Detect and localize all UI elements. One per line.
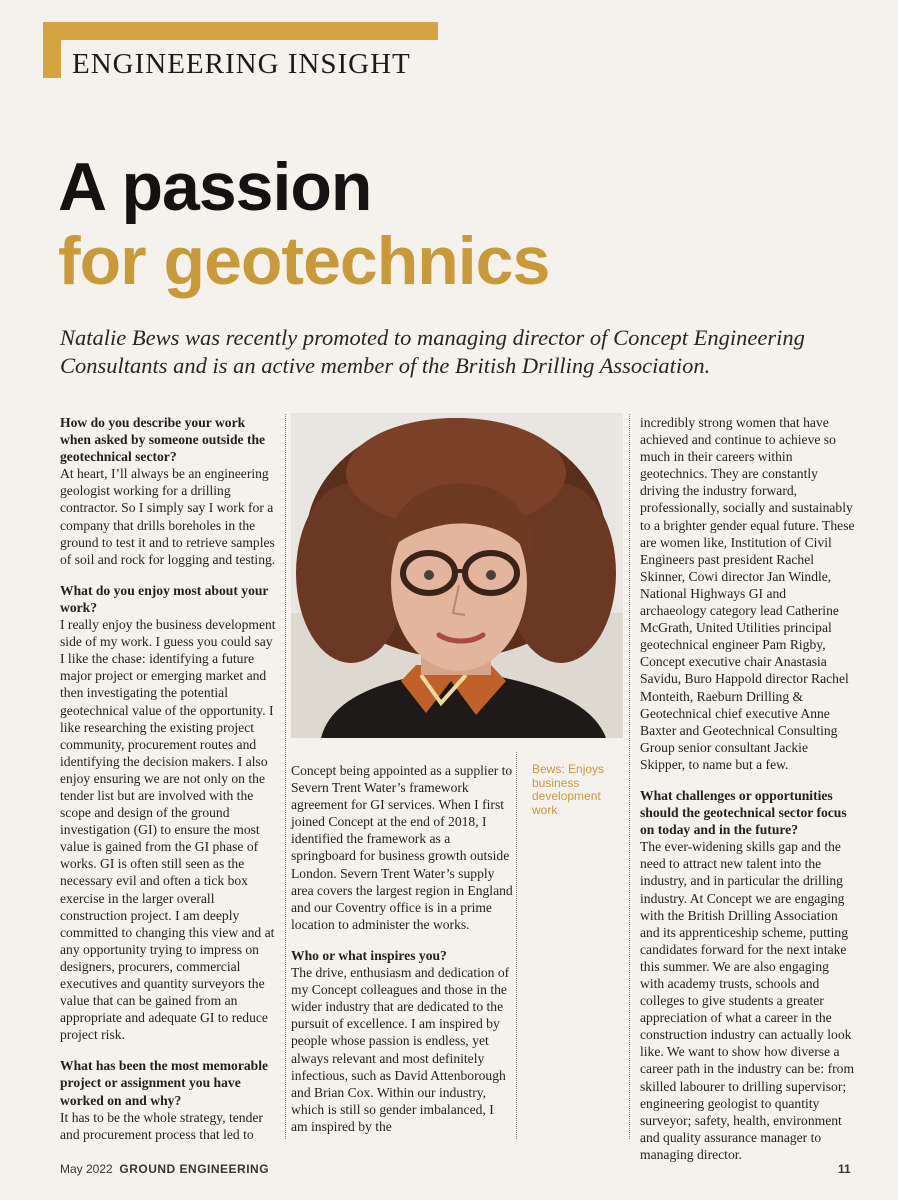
section-accent-bar (43, 22, 438, 40)
photo-caption: Bews: Enjoys business development work (532, 762, 605, 817)
column-divider-3 (629, 414, 630, 1139)
article-column-2 (291, 762, 513, 1149)
answer-5: The ever-widening skills gap and the need to attract new talent into the industry, and in particular the drilling industry. At Concept we are engaging with the British Drilling Association and its apprenticeship scheme, putting candidates forward for the next intake this summer. We are also engaging with academy trusts, schools and colleges to give students a greater appreciation of what a career in the construction industry can actually look like. We want to show how diverse a career path in the industry can be: from skilled labourer to drilling supervisor; engineering geologist to quantity surveyor; safety, health, environment and quality assurance manager to managing director. (640, 839, 855, 1162)
answer-1: At heart, I’ll always be an engineering geologist working for a drilling contractor. So I simply say I work for a company that drills boreholes in the ground to test it and to retrieve samples of soil and rock for logging and testing. (60, 466, 276, 567)
headline-line-2: for geotechnics (58, 223, 550, 299)
section-label: ENGINEERING INSIGHT (72, 48, 411, 80)
headline-line-1: A passion (58, 149, 372, 225)
footer-publication: GROUND ENGINEERING (119, 1162, 270, 1176)
answer-4: The drive, enthusiasm and dedication of my Concept colleagues and those in the wider industry that are dedicated to the pursuit of excellence. I am inspired by people whose passion is endless, yet always relevant and most definitely infectious, such as David Attenborough and Brian Cox. Within our industry, which is still so gender imbalanced, I am inspired by the (291, 965, 510, 1134)
article-column-1 (60, 414, 278, 1157)
column-divider-1 (285, 414, 286, 1139)
answer-2: I really enjoy the business development side of my work. I guess you could say I like the chase: identifying a future major project or emerging market and then investigating the potential geotechnical value of the opportunity. I like researching the existing project community, procurement routes and identifying the decision makers. I also enjoy ensuring we are not only on the tender list but are involved with the scope and design of the ground investigation (GI) to ensure the most value is gained from the GI phase of works. GI is often still seen as the necessary evil and often a tick box exercise in the larger overall construction project. I am deeply committed to changing this view and at any opportunity trying to impress on designers, procurers, commercial executives and quantity surveyors the value that can be gained from an appropriate and adequate GI to reduce project risk. (60, 617, 276, 1043)
question-2: What do you enjoy most about your work? (60, 582, 269, 615)
section-accent-bar-side (43, 22, 61, 78)
footer-issue (60, 1162, 269, 1176)
question-3: What has been the most memorable project or assignment you have worked on and why? (60, 1058, 269, 1108)
article-column-3 (640, 414, 855, 1177)
portrait-photo (291, 413, 623, 738)
footer-date: May 2022 (60, 1162, 113, 1176)
standfirst: Natalie Bews was recently promoted to managing director of Concept Engineering Consultants and is an active member of the British Drilling Association. (60, 325, 805, 378)
question-1: How do you describe your work when asked by someone outside the geotechnical sector? (60, 415, 266, 465)
answer-3-continued: Concept being appointed as a supplier to Severn Trent Water’s framework agreement for GI services. When I first joined Concept at the end of 2018, I identified the framework as a springboard for business growth outside London. Severn Trent Water’s supply area covers the largest region in England and our Coventry office is in a prime location to administer the works. (291, 763, 513, 932)
question-5: What challenges or opportunities should the geotechnical sector focus on today and in the future? (640, 787, 847, 838)
page-number: 11 (838, 1162, 851, 1176)
column-divider-2 (516, 752, 517, 1139)
question-4: Who or what inspires you? (291, 947, 447, 963)
answer-3: It has to be the whole strategy, tender and procurement process that led to (60, 1109, 263, 1142)
answer-4-continued: incredibly strong women that have achieved and continue to achieve so much in their careers within geotechnics. They are constantly driving the industry forward, professionally, socially and sustainably to a brighter gender equal future. These are women like, Institution of Civil Engineers past president Rachel Skinner, Cowi director Jan Windle, National Highways GI and archaeology category lead Catherine McGrath, United Utilities principal geotechnical engineer Pam Rigby, Concept executive chair Anastasia Savidu, Buro Happold director Rachel Monteith, Raeburn Drilling & Geotechnical chief executive Anne Baxter and Geotechnical Consulting Group senior consultant Jackie Skipper, to name but a few. (640, 415, 855, 772)
